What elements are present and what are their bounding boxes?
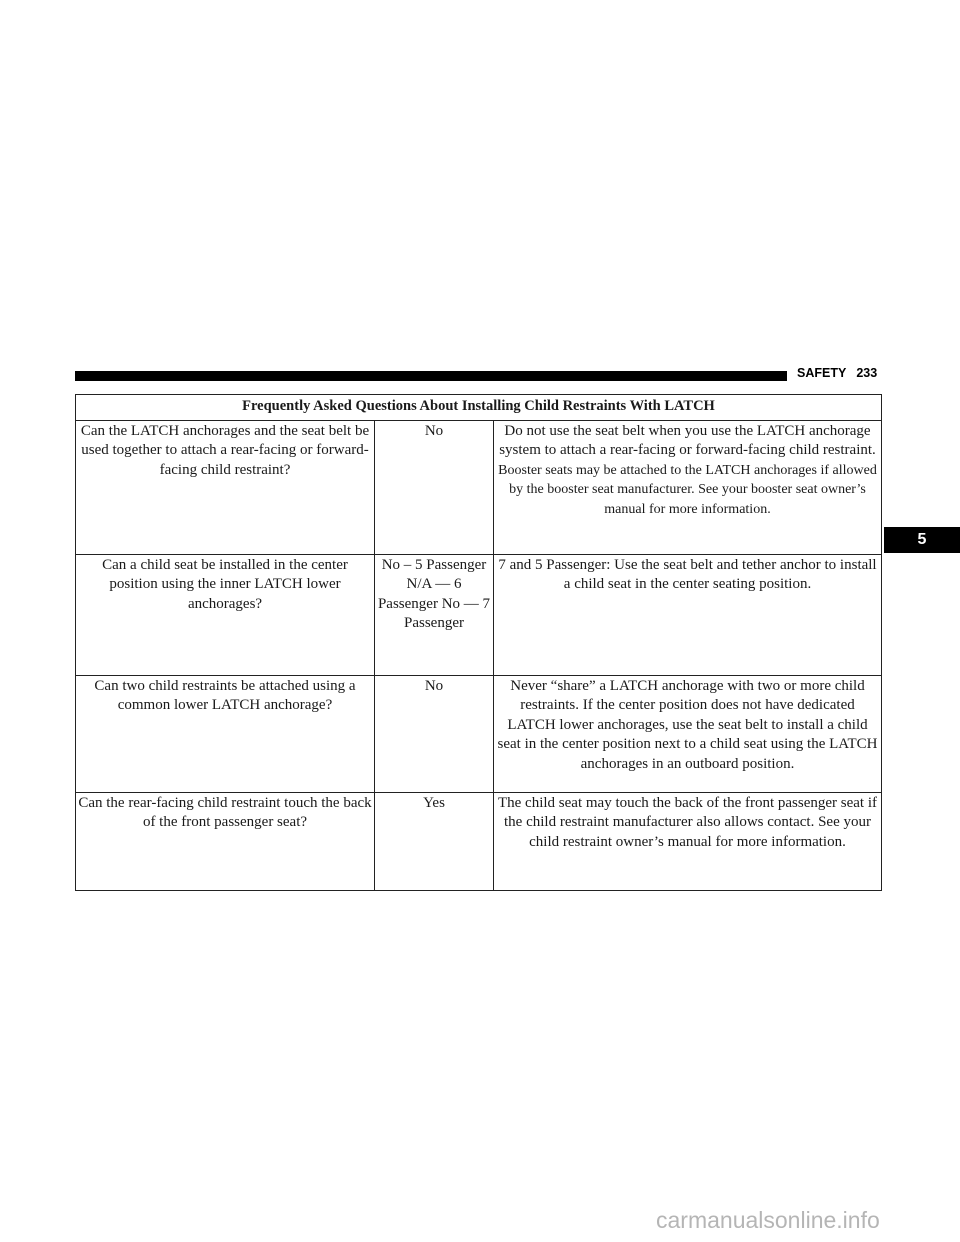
chapter-tab: 5 (884, 527, 960, 553)
running-header (797, 366, 877, 380)
question-cell: Can the LATCH anchorages and the seat belt be used together to attach a rear-facing or forward-facing child restraint? (76, 420, 375, 554)
header-rule (75, 371, 787, 381)
answer-cell: Yes (375, 792, 494, 890)
details-text: 7 and 5 Passenger: Use the seat belt and tether anchor to install a child seat in the center seating position. (498, 556, 877, 592)
table-row (76, 675, 882, 792)
answer-cell: No (375, 675, 494, 792)
details-cell (494, 554, 882, 675)
footer-watermark[interactable]: carmanualsonline.info (656, 1207, 880, 1233)
table-row (76, 554, 882, 675)
table-title: Frequently Asked Questions About Installing Child Restraints With LATCH (76, 395, 882, 421)
details-cell (494, 675, 882, 792)
question-cell: Can the rear-facing child restraint touch the back of the front passenger seat? (76, 792, 375, 890)
details-text: Never “share” a LATCH anchorage with two or more child restraints. If the center position does not have dedicated LATCH lower anchorages, use the seat belt to install a child seat in the center position next to a child seat using the LATCH anchorages in an outboard position. (497, 677, 878, 772)
section-title: SAFETY (797, 366, 847, 380)
answer-cell: No (375, 420, 494, 554)
details-cell (494, 420, 882, 554)
details-cell (494, 792, 882, 890)
details-text: The child seat may touch the back of the front passenger seat if the child restraint manufacturer also allows contact. See your child restraint owner’s manual for more information. (497, 794, 878, 850)
faq-table (75, 394, 882, 891)
answer-cell: No – 5 Passenger N/A — 6 Passenger No — 7 Passenger (375, 554, 494, 675)
table-row (76, 420, 882, 554)
details-text: Do not use the seat belt when you use the LATCH anchorage system to attach a rear-facing or forward-facing child restraint. (499, 422, 876, 458)
question-cell: Can a child seat be installed in the center position using the inner LATCH lower anchorages? (76, 554, 375, 675)
question-cell: Can two child restraints be attached using a common lower LATCH anchorage? (76, 675, 375, 792)
table-row (76, 792, 882, 890)
page-number: 233 (856, 366, 878, 380)
details-text: Booster seats may be attached to the LATCH anchorages if allowed by the booster seat manufacturer. See your booster seat owner’s manual for more information. (498, 462, 877, 517)
table-title-row (76, 395, 882, 421)
